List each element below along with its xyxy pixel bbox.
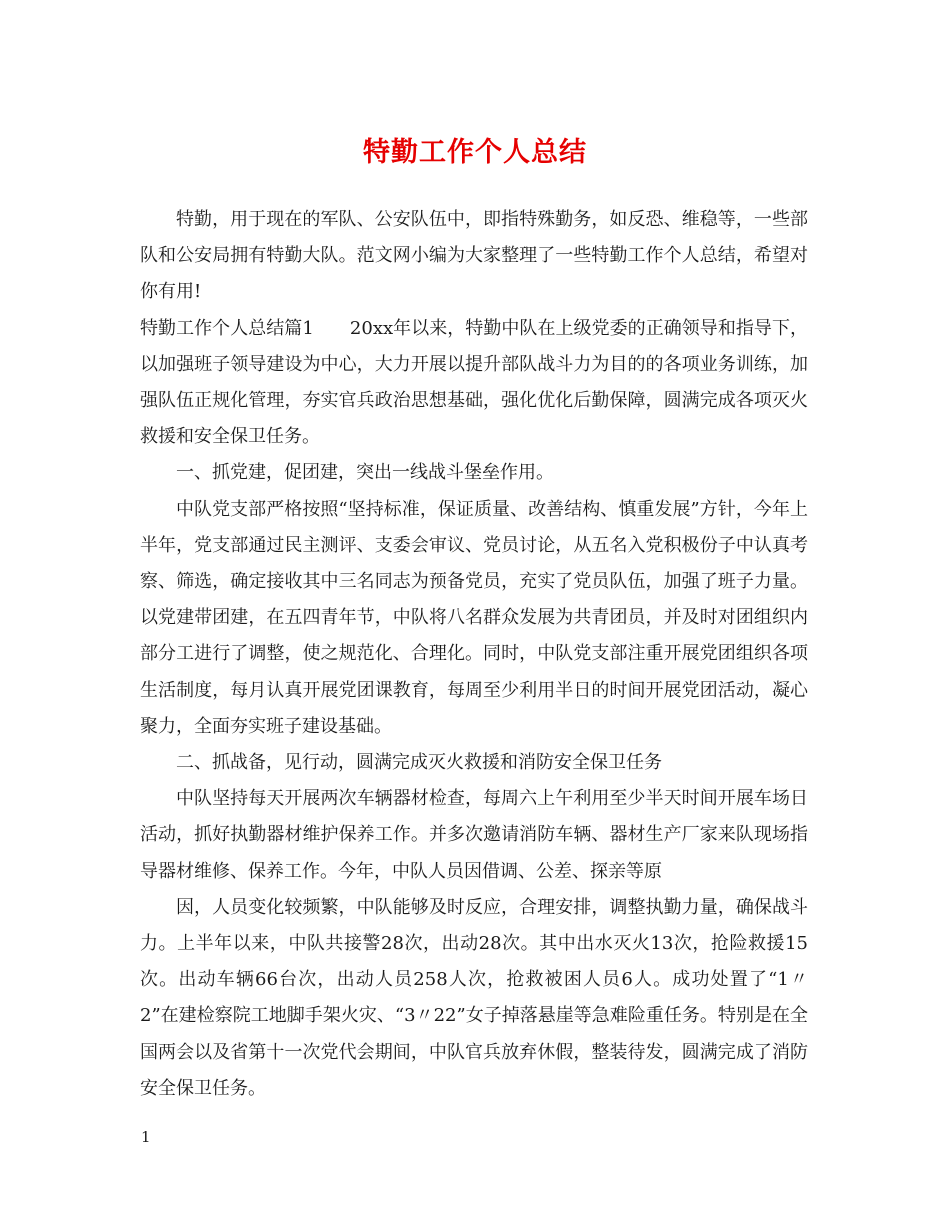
summary-paragraph-1: 特勤工作个人总结篇1 20xx年以来，特勤中队在上级党委的正确领导和指导下，以加强班子领导建设为中心，大力开展以提升部队战斗力为目的的各项业务训练，加强队伍正规化管理，夯实官兵政治思想基础，强化优化后勤保障，圆满完成各项灭火救援和安全保卫任务。	[140, 317, 808, 448]
section-heading-1: 一、抓党建，促团建，突出一线战斗堡垒作用。	[176, 462, 554, 484]
page-number: 1	[141, 1128, 151, 1146]
document-body	[140, 202, 808, 1107]
intro-paragraph: 特勤，用于现在的军队、公安队伍中，即指特殊勤务，如反恐、维稳等，一些部队和公安局拥有特勤大队。范文网小编为大家整理了一些特勤工作个人总结，希望对你有用!	[140, 209, 808, 303]
readiness-paragraph: 中队坚持每天开展两次车辆器材检查，每周六上午利用至少半天时间开展车场日活动，抓好执勤器材维护保养工作。并多次邀请消防车辆、器材生产厂家来队现场指导器材维修、保养工作。今年，中队人员因借调、公差、探亲等原	[140, 788, 808, 882]
party-building-paragraph: 中队党支部严格按照“坚持标准，保证质量、改善结构、慎重发展”方针，今年上半年，党支部通过民主测评、支委会审议、党员讨论，从五名入党积极份子中认真考察、筛选，确定接收其中三名同志为预备党员，充实了党员队伍，加强了班子力量。以党建带团建，在五四青年节，中队将八名群众发展为共青团员，并及时对团组织内部分工进行了调整，使之规范化、合理化。同时，中队党支部注重开展党团组织各项生活制度，每月认真开展党团课教育，每周至少利用半日的时间开展党团活动，凝心聚力，全面夯实班子建设基础。	[140, 498, 808, 737]
document-title: 特勤工作个人总结	[363, 137, 587, 168]
section-heading-2: 二、抓战备，见行动，圆满完成灭火救援和消防安全保卫任务	[176, 752, 662, 774]
operations-paragraph: 因，人员变化较频繁，中队能够及时反应，合理安排，调整执勤力量，确保战斗力。上半年以来，中队共接警28次，出动28次。其中出水灭火13次，抢险救援15次。出动车辆66台次，出动人员258人次，抢救被困人员6人。成功处置了“1〃2”在建检察院工地脚手架火灾、“3〃22”女子掉落悬崖等急难险重任务。特别是在全国两会以及省第十一次党代会期间，中队官兵放弃休假，整装待发，圆满完成了消防安全保卫任务。	[140, 896, 808, 1099]
